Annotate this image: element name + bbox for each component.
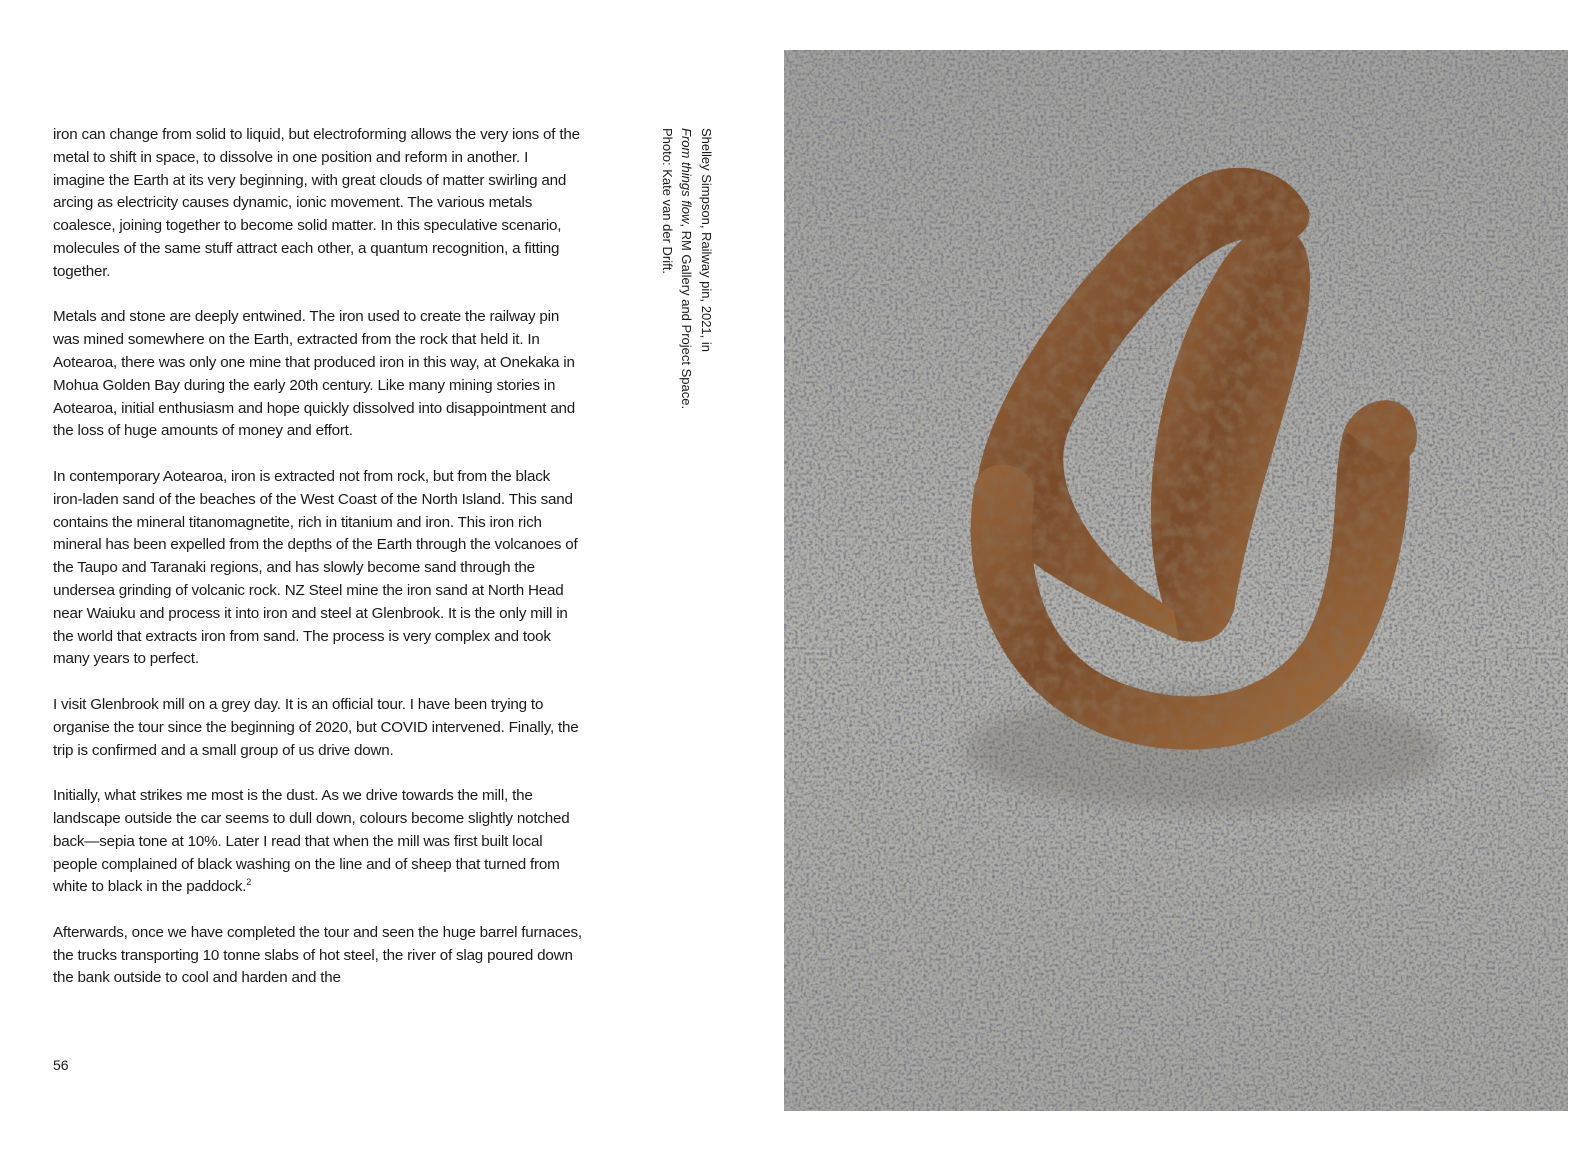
paragraph-3: In contemporary Aotearoa, iron is extracted not from rock, but from the black iron-laden sand of the beaches of the West Coast of the North Island. This sand contains the mineral titanomagnetite, rich in titanium and iron. This iron rich mineral has been expelled from the depths of the Earth through the volcanoes of the Taupo and Taranaki regions, and has slowly become sand through the undersea grinding of volcanic rock. NZ Steel mine the iron sand at North Head near Waiuku and process it into iron and steel at Glenbrook. It is the only mill in the world that extracts iron from sand. The process is very complex and took many years to perfect. <box>53 467 578 668</box>
paragraph-4: I visit Glenbrook mill on a grey day. It is an official tour. I have been trying to organise the tour since the beginning of 2020, but COVID intervened. Finally, the trip is confirmed and a small group of us drive down. <box>53 695 579 759</box>
photo-illustration <box>784 50 1568 1111</box>
caption-line-3: Photo: Kate van der Drift. <box>660 128 675 274</box>
footnote-ref[interactable]: 2 <box>246 877 252 888</box>
caption-line-1: Shelley Simpson, Railway pin, 2021, in <box>699 128 714 353</box>
paragraph-6: Afterwards, once we have completed the tour and seen the huge barrel furnaces, the trucks transporting 10 tonne slabs of hot steel, the river of slag poured down the bank outside to cool and harden and the <box>53 923 582 987</box>
paragraph-1: iron can change from solid to liquid, but electroforming allows the very ions of the metal to shift in space, to dissolve in one position and reform in another. I imagine the Earth at its very beginning, with great clouds of matter swirling and arcing as electricity causes dynamic, ionic movement. The various metals coalesce, joining together to become solid matter. In this speculative scenario, molecules of the same stuff attract each other, a quantum recognition, a fitting together. <box>53 126 580 280</box>
paragraph-2: Metals and stone are deeply entwined. The iron used to create the railway pin was mined somewhere on the Earth, extracted from the rock that held it. In Aotearoa, there was only one mine that produced iron in this way, at Onekaka in Mohua Golden Bay during the early 20th century. Like many mining stories in Aotearoa, initial enthusiasm and hope quickly dissolved into disappointment and the loss of huge amounts of money and effort. <box>53 308 576 440</box>
railway-pin-photo <box>784 50 1568 1111</box>
caption-venue: , RM Gallery and Project Space. <box>679 223 695 410</box>
paragraph-5: Initially, what strikes me most is the dust. As we drive towards the mill, the landscape outside the car seems to dull down, colours become slightly notched back—sepia tone at 10%. Later I read that when the mill was first built local people complained of black washing on the line and of sheep that turned from white to black in the paddock.$^2$ <box>53 787 570 896</box>
caption-work-title: From things flow <box>679 128 695 224</box>
page-number: 56 <box>53 1057 69 1073</box>
image-caption <box>650 128 716 428</box>
body-text <box>53 124 583 1013</box>
caption-line-2 <box>677 128 697 428</box>
